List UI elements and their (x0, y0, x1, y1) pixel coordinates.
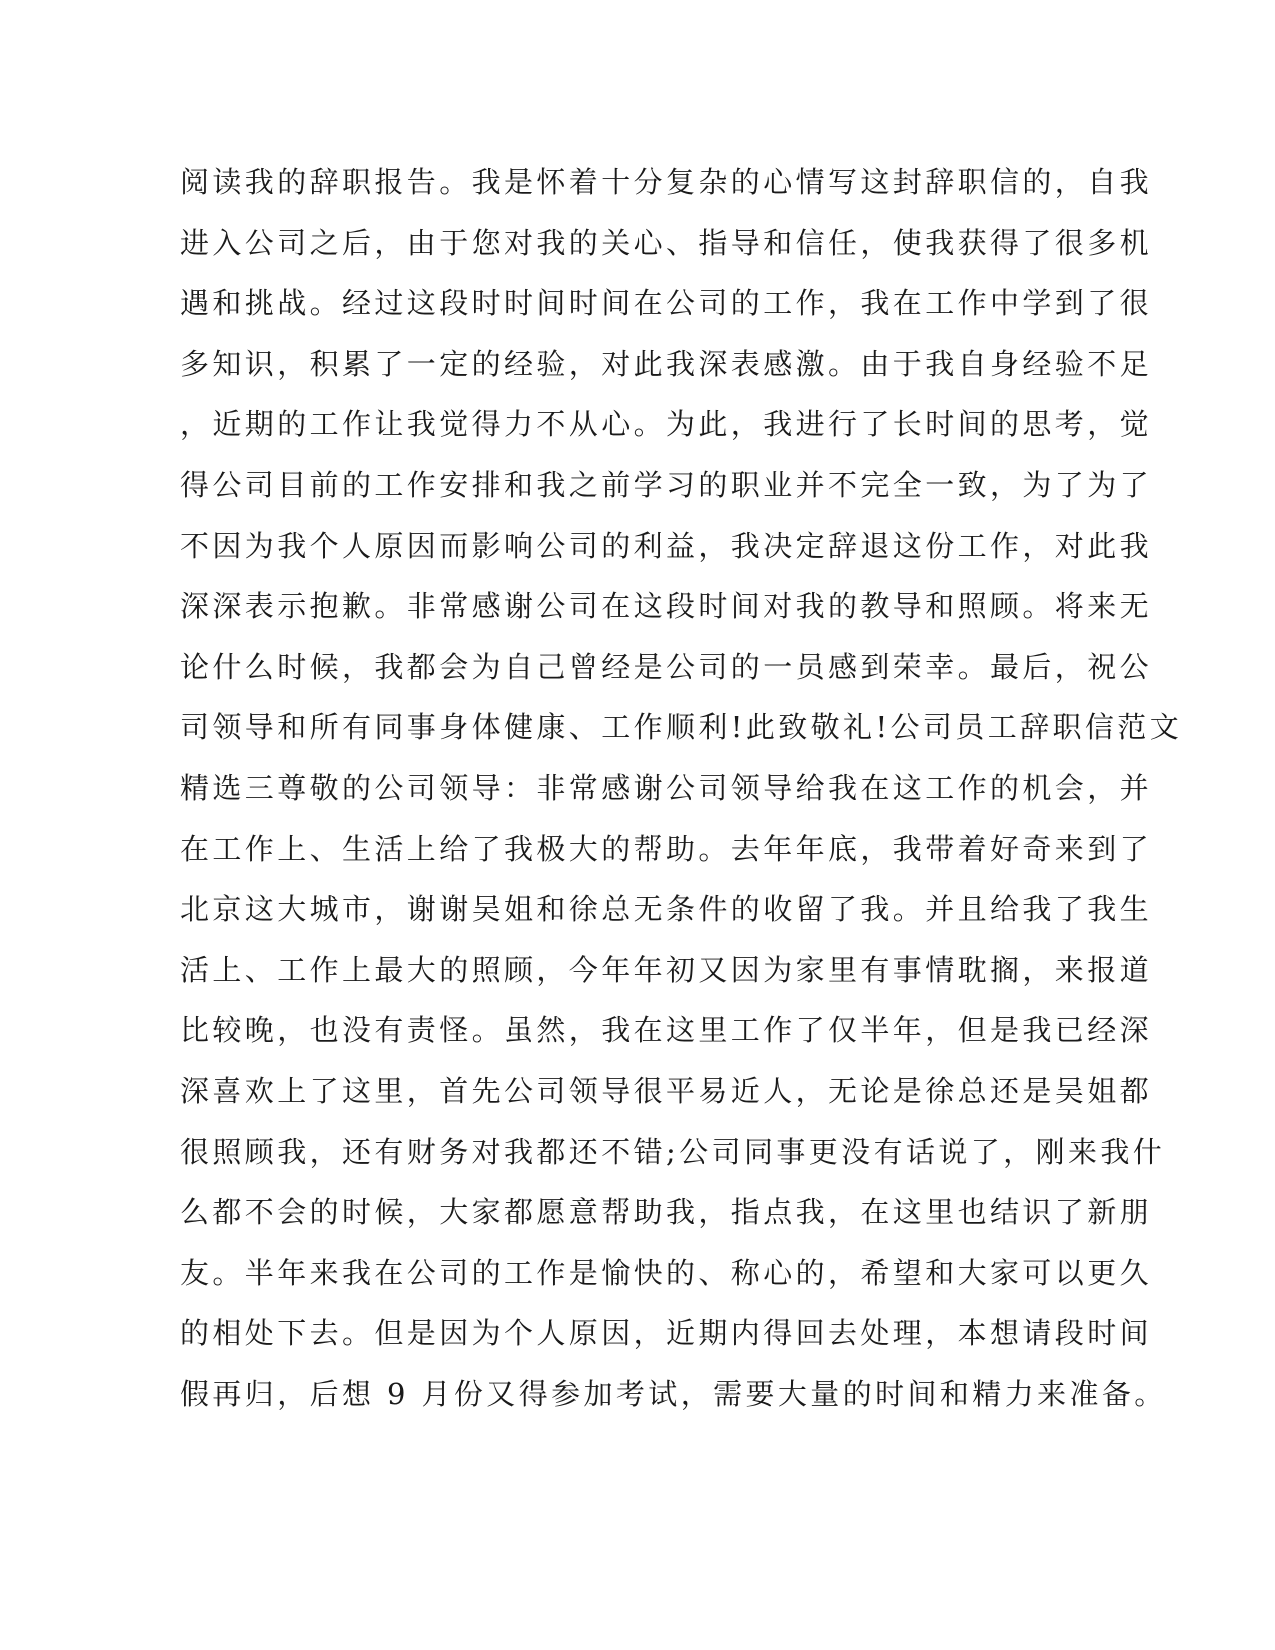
text-line-19: 友。半年来我在公司的工作是愉快的、称心的，希望和大家可以更久 (180, 1255, 1153, 1290)
text-line-18: 么都不会的时候，大家都愿意帮助我，指点我，在这里也结识了新朋 (180, 1195, 1153, 1230)
body-text (180, 152, 1183, 1424)
text-line-12: 在工作上、生活上给了我极大的帮助。去年年底，我带着好奇来到了 (180, 831, 1153, 866)
text-line-13: 北京这大城市，谢谢吴姐和徐总无条件的收留了我。并且给我了我生 (180, 892, 1153, 927)
text-line-15: 比较晚，也没有责怪。虽然，我在这里工作了仅半年，但是我已经深 (180, 1013, 1153, 1048)
text-line-5: ，近期的工作让我觉得力不从心。为此，我进行了长时间的思考，觉 (180, 407, 1153, 442)
text-line-10: 司领导和所有同事身体健康、工作顺利!此致敬礼!公司员工辞职信范文 (180, 710, 1183, 745)
text-line-21: 假再归，后想 9 月份又得参加考试，需要大量的时间和精力来准备。 (180, 1376, 1167, 1411)
text-line-9: 论什么时候，我都会为自己曾经是公司的一员感到荣幸。最后，祝公 (180, 649, 1153, 684)
text-line-1: 阅读我的辞职报告。我是怀着十分复杂的心情写这封辞职信的，自我 (180, 165, 1153, 199)
text-line-14: 活上、工作上最大的照顾，今年年初又因为家里有事情耽搁，来报道 (180, 952, 1153, 987)
text-line-2: 进入公司之后，由于您对我的关心、指导和信任，使我获得了很多机 (180, 225, 1153, 260)
text-line-11: 精选三尊敬的公司领导：非常感谢公司领导给我在这工作的机会，并 (180, 770, 1153, 805)
text-line-6: 得公司目前的工作安排和我之前学习的职业并不完全一致，为了为了 (180, 467, 1153, 502)
text-line-17: 很照顾我，还有财务对我都还不错;公司同事更没有话说了，刚来我什 (180, 1134, 1166, 1169)
text-line-3: 遇和挑战。经过这段时时间时间在公司的工作，我在工作中学到了很 (180, 286, 1153, 321)
text-line-16: 深喜欢上了这里，首先公司领导很平易近人，无论是徐总还是吴姐都 (180, 1073, 1153, 1108)
text-line-20: 的相处下去。但是因为个人原因，近期内得回去处理，本想请段时间 (180, 1316, 1153, 1351)
text-line-8: 深深表示抱歉。非常感谢公司在这段时间对我的教导和照顾。将来无 (180, 589, 1153, 624)
text-line-7: 不因为我个人原因而影响公司的利益，我决定辞退这份工作，对此我 (180, 528, 1153, 563)
text-line-4: 多知识，积累了一定的经验，对此我深表感激。由于我自身经验不足 (180, 346, 1153, 381)
